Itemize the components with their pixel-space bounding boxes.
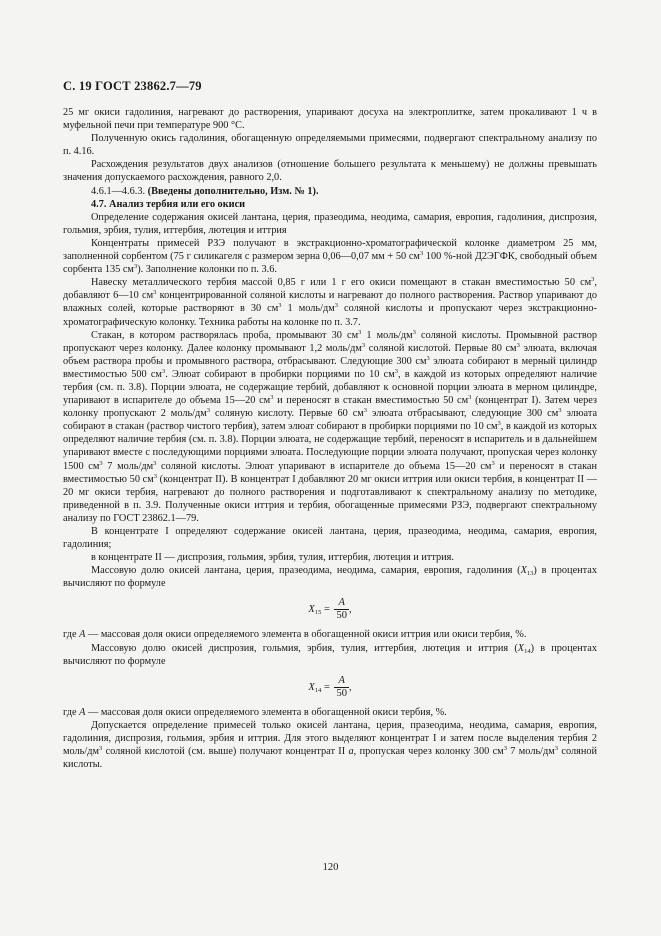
- amendment-text: (Введены дополнительно, Изм. № 1).: [147, 185, 319, 197]
- superscript: 3: [503, 745, 507, 753]
- fraction: $\frac{A}{50}$: [336, 597, 347, 622]
- superscript: 3: [554, 745, 559, 753]
- superscript: 3: [394, 367, 398, 375]
- definition: где A — массовая доля окиси определяемого элемента в обогащенной окиси тербия, %.: [63, 706, 447, 718]
- page-number: 120: [322, 862, 339, 873]
- superscript: 3: [363, 407, 368, 415]
- superscript: 3: [497, 420, 501, 428]
- superscript: 3: [419, 250, 424, 258]
- superscript: 3: [153, 289, 157, 297]
- paragraph: Концентраты примесей РЗЭ получают в экстракционно-хроматографической колонке диаметром 25 мм, заполненной сорбентом (75 г силикагеля с размером зерна 0,06—0,07 мм + 50 $см^3$ 100 %-ной Д2ЭГФК, свободный объем сорбента 135 $см^3$). Заполнение колонки по п. 3.6.: [63, 237, 598, 276]
- superscript: 3: [161, 367, 166, 375]
- section-heading: 4.7. Анализ тербия или его окиси: [91, 198, 246, 210]
- fraction: $\frac{A}{50}$: [336, 674, 347, 699]
- superscript: 3: [153, 472, 157, 480]
- paragraph: Допускается определение примесей только окисей лантана, церия, празеодима, неодима, самария, европия, гадолиния, диспрозия, гольмия, эрбия и иттрия. Для этого выделяют концентрат I и затем после выделения тербия 2 моль/$дм^3$ соляной кислотой (см. выше) получают концентрат II а, пропуская через колонку 300 $см^3$ 7 моль/$дм^3$ соляной кислоты.: [63, 719, 598, 771]
- superscript: 3: [153, 459, 157, 467]
- superscript: 3: [133, 263, 138, 271]
- superscript: 3: [516, 341, 520, 349]
- variable: X: [520, 565, 527, 577]
- superscript: 3: [412, 328, 416, 336]
- variable: а: [348, 746, 354, 758]
- paragraph: Стакан, в котором растворялась проба, промывают 30 $см^3$ 1 моль/$дм^3$ соляной кислоты. Промывной раствор пропускают через колонку. Далее колонку промывают 1,2 моль/$дм^3$ соляной кислотой. Первые 80 $см^3$ элюата, включая объем раствора пробы и промывного раствора, отбрасывают. Следующие 300 $см^3$ элюата собирают в мерный цилиндр вместимостью 500 $см^3$. Элюат собирают в пробирки порциями по 10 $см^3$, в каждой из которых определяют наличие тербия (см. п. 3.8). Порции элюата, не содержащие тербий, добавляют к основной порции элюата в мерном цилиндре, упаривают в испарителе до объема 15—20 $см^3$ и переносят в стакан вместимостью 50 $см^3$ (концентрат I). Затем через колонку пропускают 2 моль/$дм^3$ соляную кислоту. Первые 60 $см^3$ элюата отбрасывают, следующие 300 $см^3$ элюата собирают в стакан (раствор чистого тербия), затем элюат собирают в пробирки порциями по 10 $см^3$, в каждой из которых определяют наличие тербия (см. п. 3.8). Порции элюата, не содержащие тербий, переносят в испаритель и в дальнейшем упаривают вместе с последующими порциями элюата. Последующие порции элюата получают, пропуская через колонку 1500 $см^3$ 7 моль/$дм^3$ соляной кислоты. Элюат упаривают в испарителе до объема 15—20 $см^3$ и переносят в стакан вместимостью 50 $см^3$ (концентрат II). В концентрат I добавляют 20 мг окиси иттрия или окиси тербия, в концентрат II — 20 мг окиси тербия, нагревают до полного растворения и подготавливают к спектральному анализу по методике, приведенной в п. 3.9. Полученные окиси иттрия и тербия, обогащенные примесями РЗЭ, подвергают спектральному анализу по ГОСТ 23862.1—79.: [63, 328, 598, 524]
- superscript: 3: [206, 407, 211, 415]
- formula-x14: $X_{14}$ = $\frac{A}{50}$ ,: [308, 674, 352, 699]
- superscript: 3: [98, 745, 103, 753]
- paragraph: Массовую долю окисей лантана, церия, празеодима, неодима, самария, европия, гадолиния $(X_{13})$ в процентах вычисляют по формуле: [63, 565, 597, 590]
- paragraph: В концентрате I определяют содержание окисей лантана, церия, празеодима, неодима, самария, европия, гадолиния;: [63, 526, 597, 551]
- paragraph: Навеску металлического тербия массой 0,85 г или 1 г его окиси помещают в стакан вместимостью 50 $см^3$, добавляют 6—10 $см^3$ концентрированной соляной кислоты и нагревают до полного растворения. Раствор упаривают до влажных солей, которые растворяют в 30 $см^3$ 1 моль/$дм^3$ соляной кислоты и пропускают через экстракционно-хроматографическую колонку. Техника работы на колонке по п. 3.7.: [63, 276, 597, 328]
- superscript: 3: [334, 302, 338, 310]
- variable: X: [517, 642, 525, 654]
- paragraph: Массовую долю окисей диспрозия, гольмия, эрбия, тулия, иттербия, лютеция и иттрия $(X_{14})$ в процентах вычисляют по формуле: [63, 642, 598, 667]
- superscript: 3: [361, 341, 366, 349]
- amendment-note: [63, 185, 597, 198]
- formula-x13: $X_{15}$ = $\frac{A}{50}$ ,: [308, 597, 352, 622]
- paragraph: Расхождения результатов двух анализов (отношение большего результата к меньшему) не должны превышать значения допускаемого расхождения, равного 2,0.: [63, 159, 597, 184]
- superscript: 3: [358, 328, 362, 336]
- superscript: 3: [278, 302, 282, 310]
- paragraph: Полученную окись гадолиния, обогащенную определяемыми примесями, подвергают спектральному анализу по п. 4.16.: [63, 133, 597, 158]
- paragraph: в концентрате II — диспрозия, гольмия, эрбия, тулия, иттербия, лютеция и иттрия.: [91, 552, 454, 564]
- superscript: 3: [99, 459, 103, 467]
- paragraph: 25 мг окиси гадолиния, нагревают до растворения, упаривают досуха на электроплитке, затем прокаливают 1 ч в муфельной печи при температуре 900 °С.: [63, 107, 597, 132]
- document-body: [63, 106, 597, 771]
- superscript: 3: [558, 407, 562, 415]
- paragraph: Определение содержания окисей лантана, церия, празеодима, неодима, самария, европия, гадолиния, диспрозия, гольмия, эрбия, тулия, иттербия, лютеция и иттрия: [63, 211, 597, 236]
- clause-range: 4.6.1—4.6.3.: [91, 185, 146, 197]
- page-header: С. 19 ГОСТ 23862.7—79: [63, 79, 202, 93]
- superscript: 3: [270, 394, 274, 402]
- superscript: 3: [491, 459, 495, 467]
- superscript: 3: [426, 354, 430, 362]
- superscript: 3: [591, 276, 595, 284]
- superscript: 3: [468, 394, 472, 402]
- definition: где A — массовая доля окиси определяемого элемента в обогащенной окиси иттрия или окиси тербия, %.: [63, 629, 527, 641]
